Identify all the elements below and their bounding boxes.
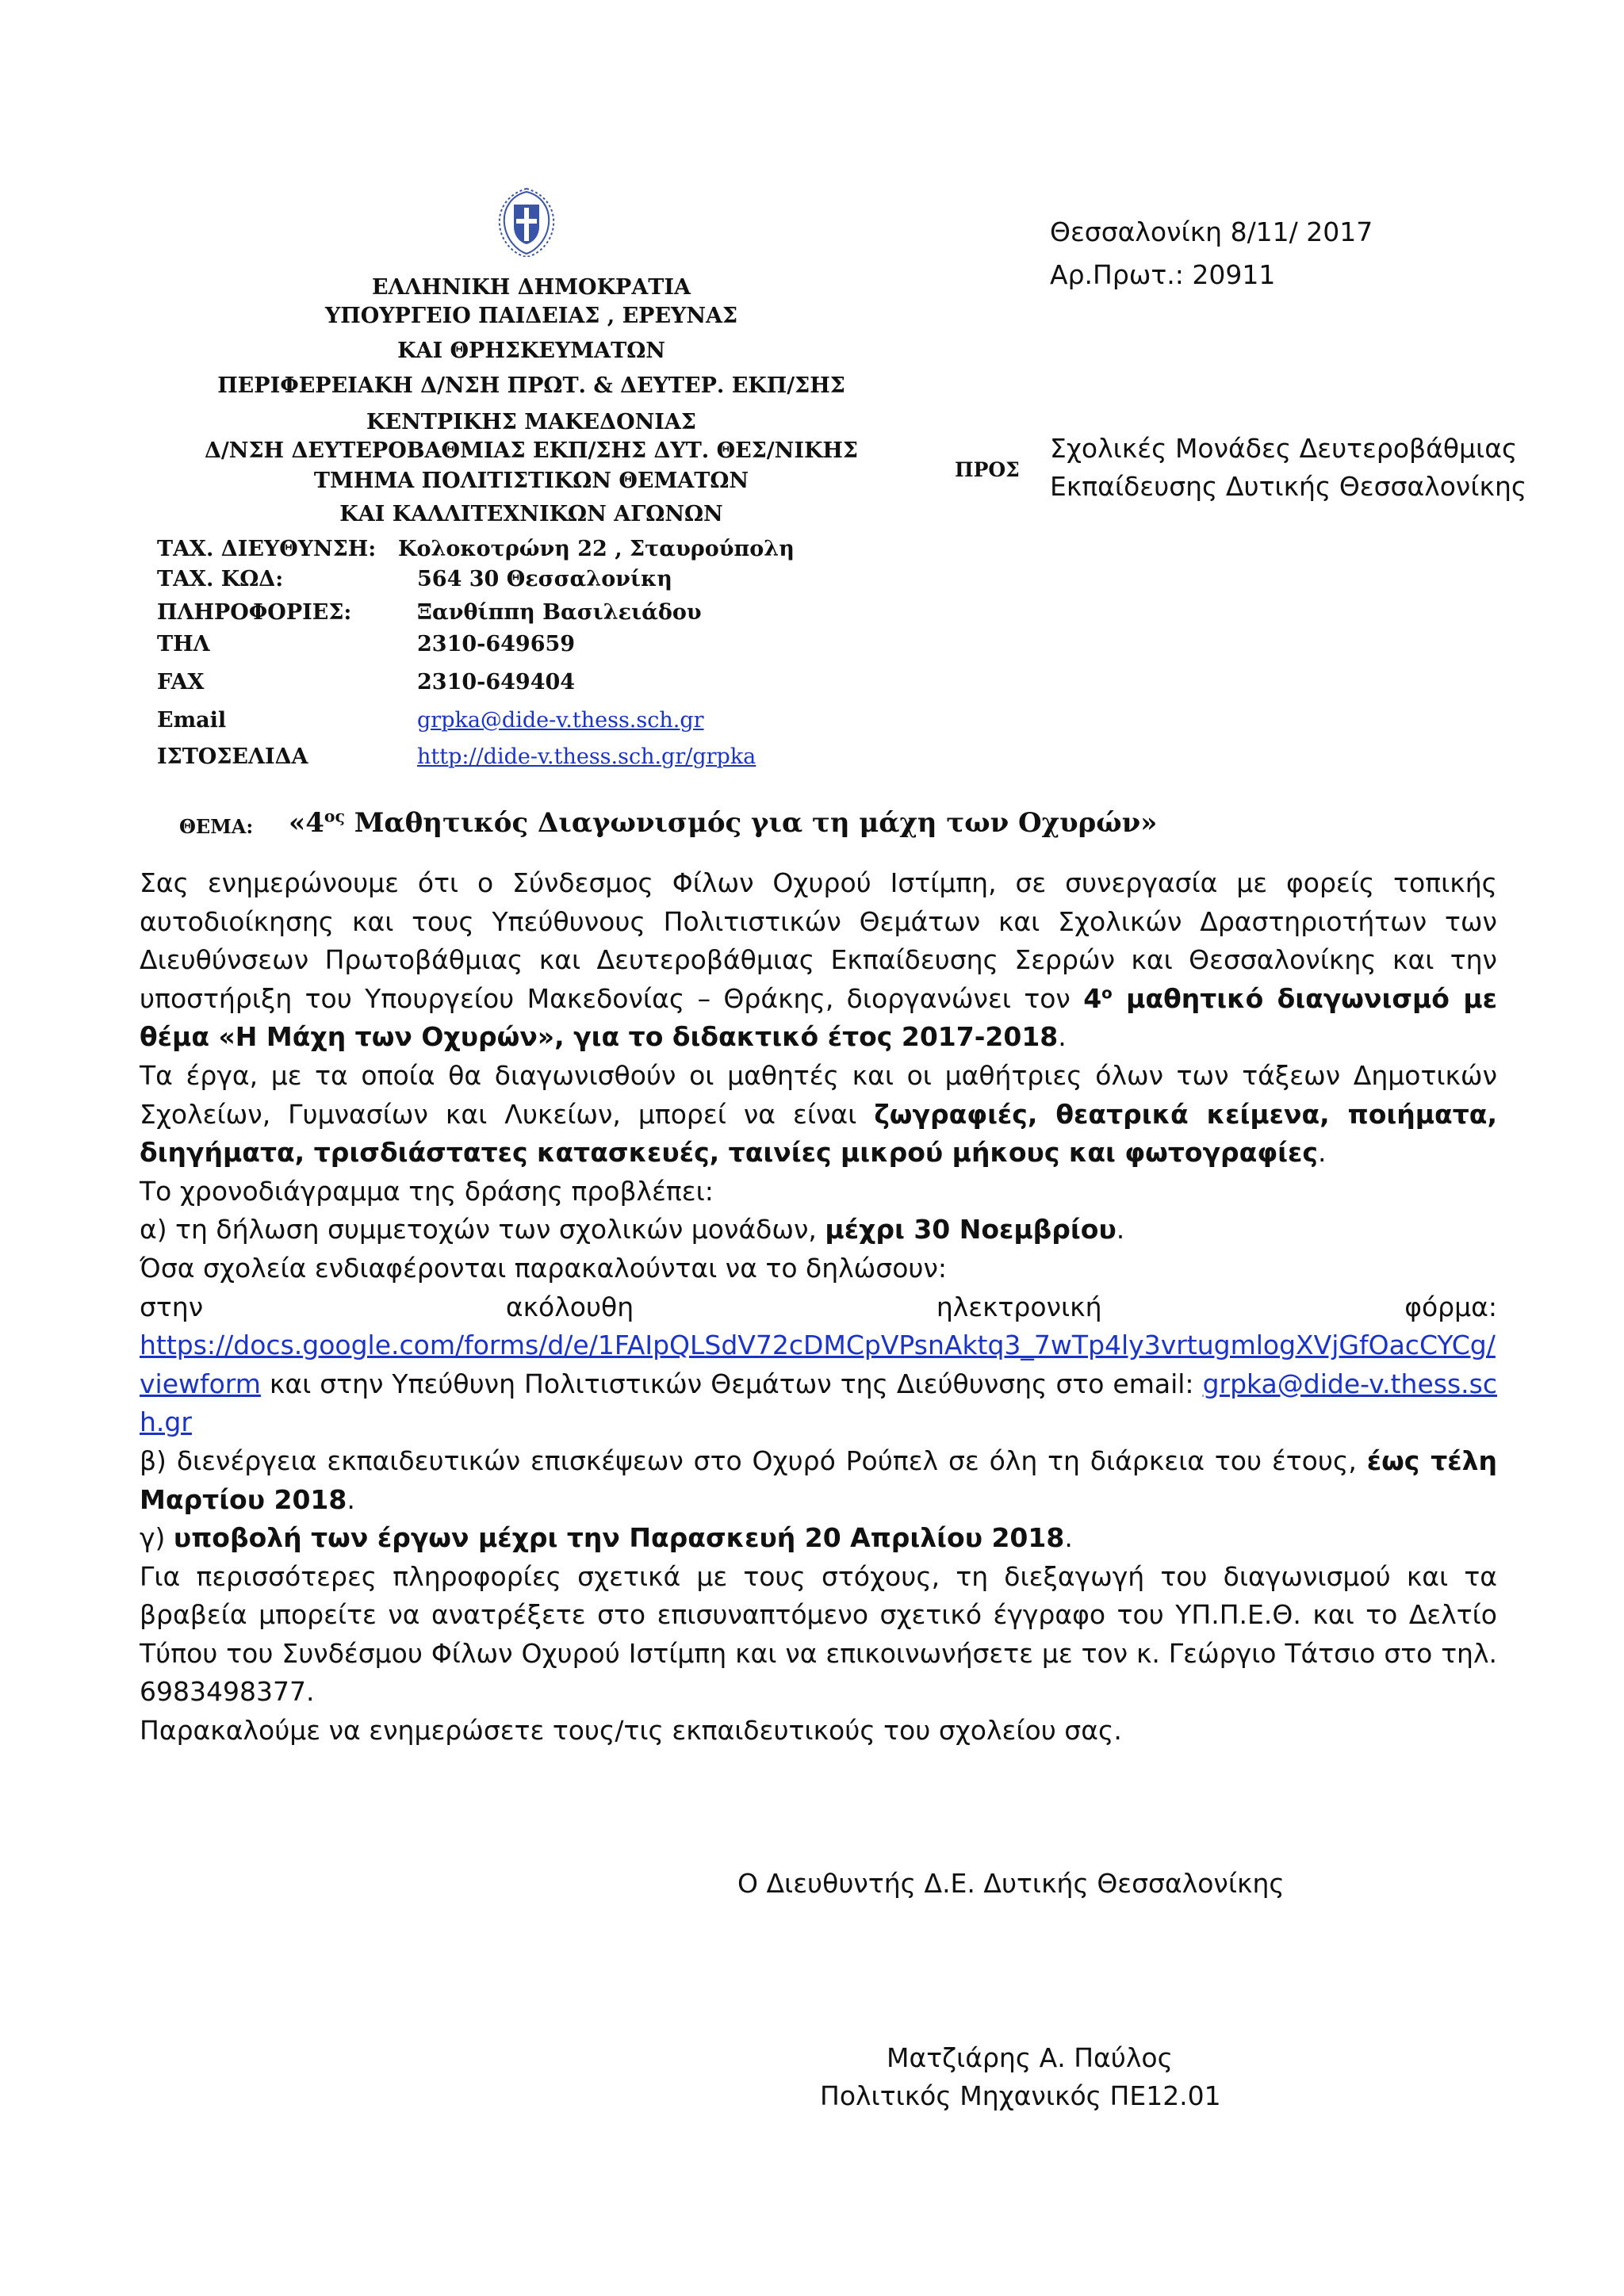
- paragraph-schedule-a: α) τη δήλωση συμμετοχών των σχολικών μονάδων, μέχρι 30 Νοεμβρίου.: [140, 1214, 1125, 1246]
- protocol-number: Αρ.Πρωτ.: 20911: [1050, 259, 1276, 290]
- website-link[interactable]: http://dide-v.thess.sch.gr/grpka: [417, 744, 756, 769]
- body-email-link[interactable]: grpka@dide-v.thess.sch.gr: [140, 1368, 1497, 1438]
- greek-coat-of-arms-icon: [495, 187, 558, 257]
- subject-label: ΘΕΜΑ:: [179, 815, 254, 838]
- google-form-link[interactable]: https://docs.google.com/forms/d/e/1FAIpQLSdV72cDMCpVPsnAktq3_7wTp4ly3vrtugmlogXVjGfOacCYCg/viewform: [140, 1330, 1496, 1399]
- recipient-line-1: Σχολικές Μονάδες Δευτεροβάθμιας: [1050, 433, 1518, 464]
- signature-role: Πολιτικός Μηχανικός ΠΕ12.01: [820, 2080, 1221, 2111]
- address-value: Κολοκοτρώνη 22 , Σταυρούπολη: [398, 537, 795, 561]
- email-link[interactable]: grpka@dide-v.thess.sch.gr: [417, 708, 704, 733]
- paragraph-form-intro: στην ακόλουθη ηλεκτρονική φόρμα:: [140, 1291, 1497, 1322]
- zip-label: ΤΑΧ. ΚΩΔ:: [157, 567, 284, 591]
- document-date: Θεσσαλονίκη 8/11/ 2017: [1050, 216, 1373, 247]
- letter-body: [140, 864, 1497, 1751]
- zip-value: 564 30 Θεσσαλονίκη: [417, 567, 672, 591]
- paragraph-more-info: Για περισσότερες πληροφορίες σχετικά με τους στόχους, τη διεξαγωγή του διαγωνισμού και τα βραβεία μπορείτε να ανατρέξετε στο επισυναπτόμενο σχετικό έγγραφο του ΥΠ.Π.Ε.Θ. και το Δελτίο Τύπου του Συνδέσμου Φίλων Οχυρού Ιστίμπη και να επικοινωνήσετε με τον κ. Γεώργιο Τάτσιο στο τηλ. 6983498377.: [140, 1560, 1497, 1708]
- header-line-4: ΠΕΡΙΦΕΡΕΙΑΚΗ Δ/ΝΣΗ ΠΡΩΤ. & ΔΕΥΤΕΡ. ΕΚΠ/ΣΗΣ: [217, 373, 845, 398]
- paragraph-declare: Όσα σχολεία ενδιαφέρονται παρακαλούνται να το δηλώσουν:: [140, 1252, 948, 1284]
- fax-value: 2310-649404: [417, 670, 576, 695]
- header-line-7: ΤΜΗΜΑ ΠΟΛΙΤΙΣΤΙΚΩΝ ΘΕΜΑΤΩΝ: [313, 469, 749, 493]
- signature-name: Ματζιάρης Α. Παύλος: [887, 2042, 1173, 2073]
- subject-title: «$4^{o\varsigma}$ Μαθητικός Διαγωνισμός για τη μάχη των Οχυρών»: [289, 806, 1158, 839]
- header-line-3: ΚΑΙ ΘΡΗΣΚΕΥΜΑΤΩΝ: [397, 339, 665, 363]
- signature-title: Ο Διευθυντής Δ.Ε. Δυτικής Θεσσαλονίκης: [737, 1868, 1285, 1899]
- header-line-2: ΥΠΟΥΡΓΕΙΟ ΠΑΙΔΕΙΑΣ , ΕΡΕΥΝΑΣ: [324, 304, 738, 328]
- fax-label: FAX: [157, 670, 205, 695]
- tel-label: ΤΗΛ: [157, 632, 210, 656]
- header-line-5: ΚΕΝΤΡΙΚΗΣ ΜΑΚΕΔΟΝΙΑΣ: [366, 410, 696, 434]
- header-line-1: ΕΛΛΗΝΙΚΗ ΔΗΜΟΚΡΑΤΙΑ: [372, 275, 691, 300]
- web-label: ΙΣΤΟΣΕΛΙΔΑ: [157, 744, 308, 769]
- header-line-6: Δ/ΝΣΗ ΔΕΥΤΕΡΟΒΑΘΜΙΑΣ ΕΚΠ/ΣΗΣ ΔΥΤ. ΘΕΣ/ΝΙΚΗΣ: [204, 438, 859, 463]
- paragraph-form-link: https://docs.google.com/forms/d/e/1FAIpQLSdV72cDMCpVPsnAktq3_7wTp4ly3vrtugmlogXVjGfOacCYCg/viewform και στην Υπεύθυνη Πολιτιστικών Θεμάτων της Διεύθυνσης στο email: grpka@dide-v.thess.sch.gr: [140, 1330, 1497, 1438]
- header-line-8: ΚΑΙ ΚΑΛΛΙΤΕΧΝΙΚΩΝ ΑΓΩΝΩΝ: [339, 502, 723, 526]
- paragraph-closing: Παρακαλούμε να ενημερώσετε τους/τις εκπαιδευτικούς του σχολείου σας.: [140, 1715, 1122, 1747]
- paragraph-schedule-c: γ) υποβολή των έργων μέχρι την Παρασκευή 20 Απριλίου 2018.: [140, 1522, 1073, 1554]
- tel-value: 2310-649659: [417, 632, 576, 656]
- address-label: ΤΑΧ. ΔΙΕΥΘΥΝΣΗ:: [157, 537, 377, 561]
- paragraph-intro: Σας ενημερώνουμε ότι ο Σύνδεσμος Φίλων Οχυρού Ιστίμπη, σε συνεργασία με φορείς τοπικής αυτοδιοίκησης και τους Υπεύθυνους Πολιτιστικών Θεμάτων και Σχολικών Δραστηριοτήτων των Διευθύνσεων Πρωτοβάθμιας και Δευτεροβάθμιας Εκπαίδευσης Σερρών και Θεσσαλονίκης και την υποστήριξη του Υπουργείου Μακεδονίας – Θράκης, διοργανώνει τον $4^o$ μαθητικό διαγωνισμό με θέμα «Η Μάχη των Οχυρών», για το διδακτικό έτος 2017-2018.: [140, 867, 1497, 1053]
- paragraph-schedule-intro: Το χρονοδιάγραμμα της δράσης προβλέπει:: [140, 1175, 714, 1207]
- recipient-line-2: Εκπαίδευσης Δυτικής Θεσσαλονίκης: [1050, 471, 1527, 502]
- recipient-label: ΠΡΟΣ: [955, 458, 1020, 481]
- info-label: ΠΛΗΡΟΦΟΡΙΕΣ:: [157, 600, 352, 625]
- info-value: Ξανθίππη Βασιλειάδου: [417, 600, 702, 625]
- paragraph-schedule-b: β) διενέργεια εκπαιδευτικών επισκέψεων στο Οχυρό Ρούπελ σε όλη τη διάρκεια του έτους, έως τέλη Μαρτίου 2018.: [140, 1445, 1498, 1515]
- email-label: Email: [157, 708, 227, 733]
- paragraph-works: Τα έργα, με τα οποία θα διαγωνισθούν οι μαθητές και οι μαθήτριες όλων των τάξεων Δημοτικών Σχολείων, Γυμνασίων και Λυκείων, μπορεί να είναι ζωγραφιές, θεατρικά κείμενα, ποιήματα, διηγήματα, τρισδιάστατες κατασκευές, ταινίες μικρού μήκους και φωτογραφίες.: [140, 1059, 1497, 1169]
